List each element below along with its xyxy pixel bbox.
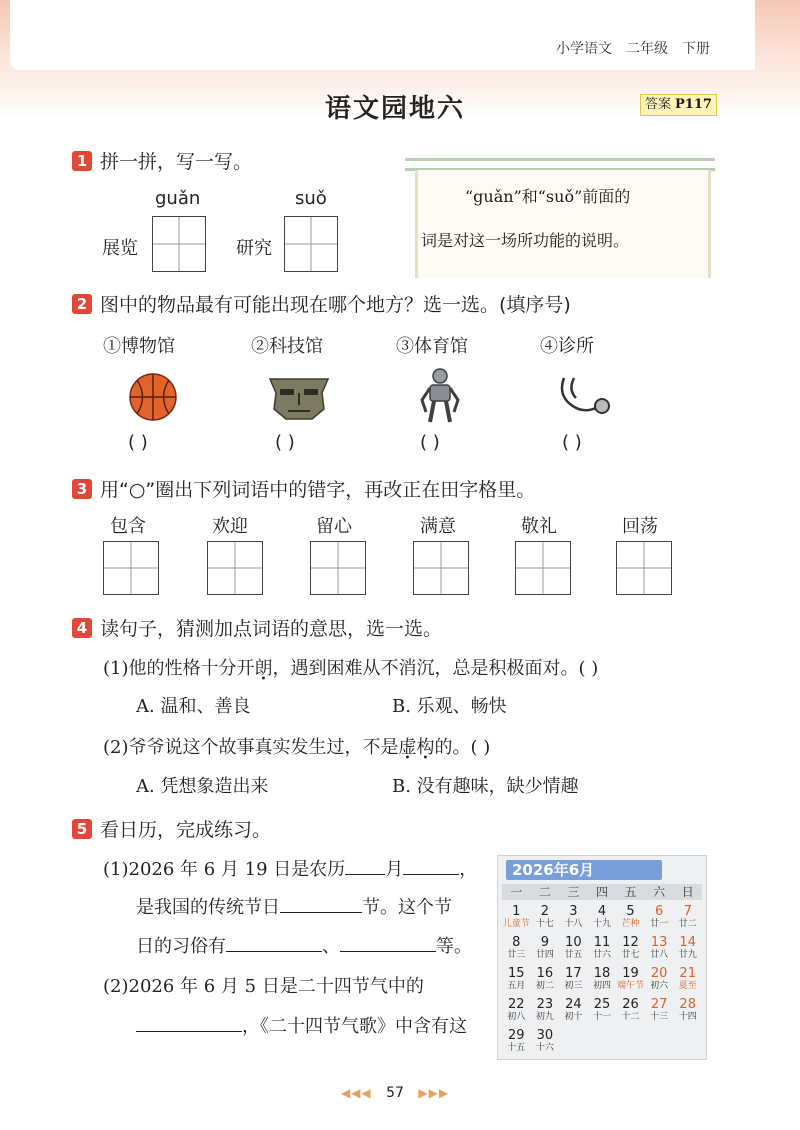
calendar-day-number: 17	[565, 966, 582, 981]
subject-label: 小学语文	[556, 41, 612, 57]
q4-s2-option-b[interactable]: B. 没有趣味，缺少情趣	[392, 776, 579, 797]
calendar-days	[502, 904, 702, 1057]
calendar-day	[531, 935, 560, 964]
calendar-day-number: 22	[508, 997, 525, 1012]
calendar-day-number: 15	[508, 966, 525, 981]
calendar-lunar-label: 初九	[535, 1012, 554, 1022]
q4-sentence-2	[103, 733, 490, 759]
q3-word-4: 满意	[420, 516, 456, 537]
q3-heading	[72, 475, 535, 502]
q3-grid-5[interactable]	[515, 541, 571, 595]
calendar-day-number: 26	[622, 997, 639, 1012]
volume-label: 下册	[682, 41, 710, 57]
q2-answer-3[interactable]: ( )	[420, 432, 440, 453]
q4-s1-option-b[interactable]: B. 乐观、畅快	[392, 696, 507, 717]
calendar-lunar-label: 十五	[507, 1043, 526, 1053]
calendar-lunar-label: 五月	[507, 981, 526, 991]
q2-heading	[72, 290, 571, 317]
q3-grid-6[interactable]	[616, 541, 672, 595]
calendar-day-number: 25	[593, 997, 611, 1012]
q4-s1-post[interactable]: ，遇到困难从不消沉，总是积极面对。( )	[272, 658, 599, 679]
weekday-mon: 一	[510, 885, 523, 899]
calendar-lunar-label: 儿童节	[502, 919, 530, 929]
q2-answer-4[interactable]: ( )	[562, 432, 582, 453]
calendar-day	[673, 997, 702, 1026]
tip-roof	[405, 152, 715, 171]
calendar-day	[531, 904, 560, 933]
q3-grid-1[interactable]	[103, 541, 159, 595]
tip-box	[405, 152, 715, 280]
calendar-day	[588, 904, 617, 933]
q4-s2-pre: (2)爷爷说这个故事真实发生过，不是	[103, 737, 399, 758]
calendar-day	[502, 997, 531, 1026]
calendar-day	[531, 966, 560, 995]
weekday-sat: 六	[653, 885, 666, 899]
q5-blank-solar-term[interactable]	[136, 1015, 242, 1032]
calendar-lunar-label: 廿二	[678, 919, 697, 929]
calendar-lunar-label: 芒种	[621, 919, 640, 929]
q4-s1-option-a[interactable]: A. 温和、善良	[136, 696, 251, 717]
calendar-day	[588, 935, 617, 964]
calendar-lunar-label: 廿八	[650, 950, 669, 960]
calendar-lunar-label: 十九	[592, 919, 611, 929]
calendar-day	[559, 935, 588, 964]
book-info	[556, 38, 724, 58]
q4-sentence-1	[103, 654, 598, 680]
calendar-day-number: 28	[679, 997, 696, 1012]
q2-option-4: ④诊所	[540, 336, 594, 357]
calendar-lunar-label: 初四	[592, 981, 611, 991]
calendar-day-number: 3	[569, 904, 578, 919]
calendar-day	[616, 904, 645, 933]
q1-grid-2[interactable]	[284, 216, 338, 272]
left-arrows-icon: ◀◀◀	[340, 1086, 372, 1100]
q1-grid-1[interactable]	[152, 216, 206, 272]
grade-label: 二年级	[626, 41, 668, 57]
calendar-lunar-label: 初十	[564, 1012, 583, 1022]
calendar-lunar-label: 初六	[650, 981, 669, 991]
q1-word-2: 研究	[236, 238, 272, 259]
calendar-day-number: 23	[536, 997, 554, 1012]
bronze-mask-icon	[268, 375, 330, 421]
calendar-day-number: 6	[654, 904, 664, 919]
calendar-day-number: 27	[650, 997, 668, 1012]
q1-prompt: 拼一拼，写一写。	[100, 151, 253, 173]
calendar-lunar-label: 十六	[535, 1043, 554, 1053]
q5-number: 5	[72, 819, 92, 839]
header-card	[10, 0, 755, 70]
page-footer	[0, 1085, 790, 1101]
calendar-day-number: 29	[508, 1028, 525, 1043]
q1-number: 1	[72, 151, 92, 171]
q5-heading	[72, 815, 271, 842]
calendar-weekdays	[502, 884, 702, 900]
q3-prompt: 用“○”圈出下列词语中的错字，再改正在田字格里。	[100, 479, 536, 501]
q3-word-6: 回荡	[622, 516, 658, 537]
page-number: 57	[386, 1085, 404, 1101]
calendar-day	[502, 935, 531, 964]
q5-l1-a: (1)2026 年 6 月 19 日是农历	[103, 859, 346, 880]
calendar-day-number: 7	[683, 904, 692, 919]
calendar-day-number: 5	[626, 904, 635, 919]
q4-s2-mark-2: 构	[416, 737, 435, 758]
q1-heading	[72, 147, 252, 174]
stethoscope-icon	[556, 374, 612, 420]
q4-s2-option-a[interactable]: A. 凭想象造出来	[136, 776, 269, 797]
basketball-icon	[128, 372, 178, 422]
weekday-sun: 日	[681, 885, 694, 899]
q5-line-4: (2)2026 年 6 月 5 日是二十四节气中的	[103, 976, 424, 997]
q3-number: 3	[72, 479, 92, 499]
calendar-day-number: 16	[536, 966, 554, 981]
calendar-day	[559, 966, 588, 995]
q2-option-2: ②科技馆	[251, 336, 323, 357]
q5-l2-b: 节。这个节	[362, 897, 452, 918]
q3-word-1: 包含	[110, 516, 146, 537]
calendar-day-number: 9	[540, 935, 549, 950]
calendar-day-number: 21	[679, 966, 696, 981]
calendar-day-number: 14	[679, 935, 696, 950]
calendar-day-number: 24	[565, 997, 582, 1012]
answer-badge[interactable]	[640, 94, 717, 116]
q4-s1-mark: 朗	[254, 658, 273, 679]
weekday-fri: 五	[624, 885, 637, 899]
answer-label: 答案	[645, 97, 672, 112]
q1-pinyin-1: guǎn	[155, 188, 201, 209]
calendar-day	[645, 966, 674, 995]
q5-blank-month[interactable]	[345, 858, 385, 875]
q5-line-3	[136, 932, 472, 958]
q4-s1-pre: (1)他的性格十分开	[103, 658, 255, 679]
q5-l1-c: ，	[459, 859, 478, 880]
q4-heading	[72, 614, 442, 641]
q3-word-5: 敬礼	[521, 516, 557, 537]
calendar-day	[502, 904, 531, 933]
q5-l5: ，《二十四节气歌》中含有这	[242, 1016, 467, 1037]
calendar-day	[673, 904, 702, 933]
calendar-day-number: 8	[512, 935, 521, 950]
calendar-day	[531, 1028, 560, 1057]
calendar-lunar-label: 廿七	[621, 950, 640, 960]
q3-word-2: 欢迎	[212, 516, 248, 537]
calendar-day-number: 10	[565, 935, 582, 950]
calendar-day	[559, 997, 588, 1026]
calendar-day	[645, 904, 674, 933]
q3-grid-3[interactable]	[310, 541, 366, 595]
q5-blank-festival[interactable]	[280, 896, 362, 913]
calendar-lunar-label: 廿四	[535, 950, 554, 960]
q2-option-1: ①博物馆	[103, 336, 175, 357]
q3-grid-4[interactable]	[413, 541, 469, 595]
calendar-day	[645, 935, 674, 964]
calendar-day	[616, 966, 645, 995]
weekday-wed: 三	[567, 885, 580, 899]
q5-l1-b: 月	[385, 859, 404, 880]
q5-blank-custom-2[interactable]	[340, 935, 436, 952]
calendar-lunar-label: 十七	[535, 919, 554, 929]
calendar-lunar-label: 十八	[564, 919, 583, 929]
calendar-lunar-label: 初三	[564, 981, 583, 991]
calendar-day	[645, 997, 674, 1026]
q4-s2-post[interactable]: 的。( )	[434, 737, 491, 758]
calendar-day	[502, 966, 531, 995]
robot-icon	[418, 368, 462, 424]
calendar-lunar-label: 初二	[535, 981, 554, 991]
q3-grid-2[interactable]	[207, 541, 263, 595]
q2-option-3: ③体育馆	[396, 336, 468, 357]
weekday-tue: 二	[538, 885, 551, 899]
right-arrows-icon: ▶▶▶	[418, 1086, 450, 1100]
calendar-lunar-label: 廿六	[592, 950, 611, 960]
calendar-day	[559, 904, 588, 933]
page-title: 语文园地六	[324, 94, 465, 124]
calendar-lunar-label: 十二	[621, 1012, 640, 1022]
calendar-lunar-label: 端午节	[617, 981, 645, 991]
q5-l3-a: 日的习俗有	[136, 936, 226, 957]
q4-prompt: 读句子，猜测加点词语的意思，选一选。	[100, 618, 443, 640]
tip-line-1: “guǎn”和“suǒ”前面的	[465, 187, 631, 206]
q5-l3-b: 、	[322, 936, 340, 957]
calendar-day-number: 1	[512, 904, 521, 919]
q2-number: 2	[72, 294, 92, 314]
calendar-lunar-label: 廿五	[564, 950, 583, 960]
calendar-title: 2026年6月	[506, 860, 662, 880]
calendar-day-number: 13	[650, 935, 668, 950]
calendar-lunar-label: 十四	[678, 1012, 697, 1022]
q2-answer-1[interactable]: ( )	[128, 432, 148, 453]
calendar	[497, 855, 707, 1060]
calendar-day-number: 11	[593, 935, 611, 950]
calendar-day-number: 4	[597, 904, 607, 919]
q5-prompt: 看日历，完成练习。	[100, 819, 272, 841]
calendar-day	[531, 997, 560, 1026]
calendar-day	[673, 935, 702, 964]
tip-line-2: 词是对这一场所功能的说明。	[421, 231, 630, 250]
calendar-day	[588, 966, 617, 995]
q5-blank-custom-1[interactable]	[226, 935, 322, 952]
calendar-day	[502, 1028, 531, 1057]
calendar-day-number: 20	[650, 966, 668, 981]
calendar-day-number: 12	[622, 935, 639, 950]
calendar-day-number: 18	[593, 966, 611, 981]
calendar-lunar-label: 十一	[592, 1012, 611, 1022]
calendar-day	[588, 997, 617, 1026]
q2-answer-2[interactable]: ( )	[275, 432, 295, 453]
q2-prompt: 图中的物品最有可能出现在哪个地方？选一选。(填序号)	[100, 294, 571, 316]
calendar-day	[616, 997, 645, 1026]
q3-word-3: 留心	[316, 516, 352, 537]
calendar-lunar-label: 十三	[650, 1012, 669, 1022]
calendar-day-number: 30	[536, 1028, 554, 1043]
q4-s2-mark-1: 虚	[398, 737, 417, 758]
q5-line-2	[136, 893, 452, 919]
calendar-day	[673, 966, 702, 995]
q5-line-1	[103, 855, 477, 881]
q1-pinyin-2: suǒ	[295, 188, 327, 209]
q5-l3-c: 等。	[436, 936, 472, 957]
calendar-lunar-label: 廿一	[650, 919, 669, 929]
calendar-lunar-label: 夏至	[678, 981, 697, 991]
q4-number: 4	[72, 618, 92, 638]
calendar-lunar-label: 廿三	[507, 950, 526, 960]
weekday-thu: 四	[595, 885, 608, 899]
q5-blank-day[interactable]	[403, 858, 459, 875]
q5-line-5	[136, 1012, 467, 1038]
answer-page: P117	[675, 97, 712, 112]
q5-l2-a: 是我国的传统节日	[136, 897, 280, 918]
calendar-lunar-label: 廿九	[678, 950, 697, 960]
calendar-lunar-label: 初八	[507, 1012, 526, 1022]
calendar-day	[616, 935, 645, 964]
calendar-day-number: 19	[622, 966, 639, 981]
calendar-day-number: 2	[540, 904, 549, 919]
q1-word-1: 展览	[102, 238, 138, 259]
